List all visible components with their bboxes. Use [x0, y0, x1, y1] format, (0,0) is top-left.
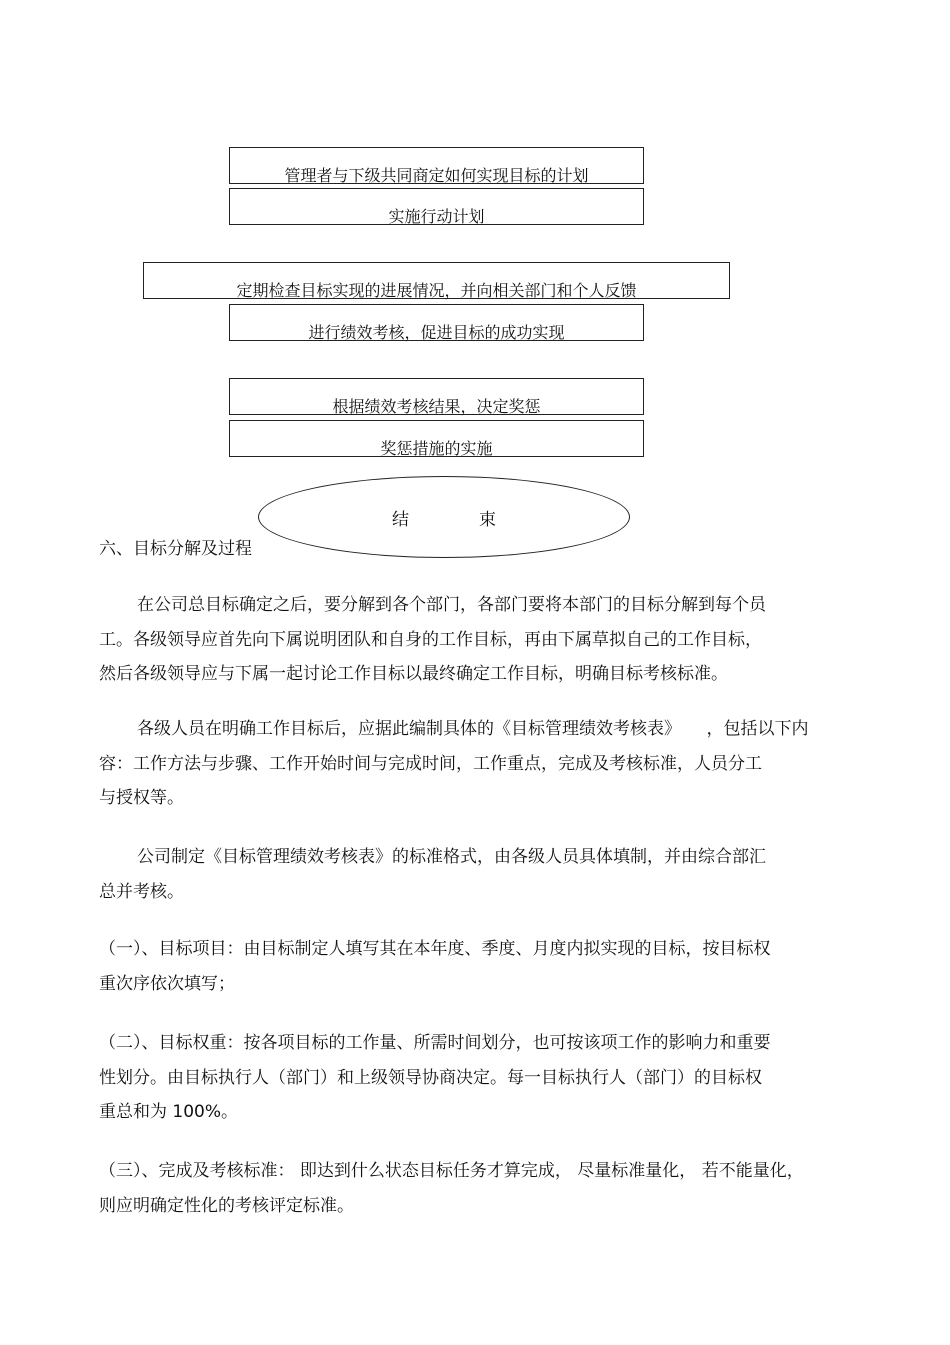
flow-box-text: 定期检查目标实现的进展情况，并向相关部门和个人反馈 [236, 281, 637, 300]
paragraph-line: 各级人员在明确工作目标后，应据此编制具体的《目标管理绩效考核表》 ，包括以下内 [137, 719, 809, 739]
paragraph-line: 与授权等。 [99, 788, 184, 808]
flow-box-performance-review [229, 304, 644, 341]
paragraph-6 [99, 1154, 804, 1223]
flow-box-text: 根据绩效考核结果，决定奖惩 [332, 397, 541, 416]
flow-box-text: 进行绩效考核，促进目标的成功实现 [308, 323, 565, 342]
section-heading: 六、目标分解及过程 [99, 539, 252, 559]
flow-box-execute-reward [229, 420, 644, 457]
paragraph-line: （二）、目标权重：按各项目标的工作量、所需时间划分，也可按该项工作的影响力和重要 [99, 1033, 771, 1053]
flow-box-check-progress [143, 262, 730, 299]
paragraph-line: 公司制定《目标管理绩效考核表》的标准格式，由各级人员具体填制，并由综合部汇 [137, 847, 766, 867]
flow-box-text: 管理者与下级共同商定如何实现目标的计划 [284, 166, 589, 185]
paragraph-line: 重总和为 100%。 [99, 1102, 239, 1122]
paragraph-4 [99, 932, 771, 1001]
paragraph-5 [99, 1026, 771, 1130]
flow-box-text: 实施行动计划 [388, 207, 485, 226]
flow-box-decide-reward [229, 378, 644, 415]
paragraph-line: （一）、目标项目：由目标制定人填写其在本年度、季度、月度内拟实现的目标，按目标权 [99, 939, 771, 959]
paragraph-3 [99, 840, 766, 909]
paragraph-line: 然后各级领导应与下属一起讨论工作目标以最终确定工作目标，明确目标考核标准。 [99, 664, 728, 684]
flow-box-text: 奖惩措施的实施 [380, 439, 493, 458]
paragraph-line: 重次序依次填写； [99, 973, 235, 994]
paragraph-line: 总并考核。 [99, 881, 184, 902]
end-char-1: 结 [392, 509, 409, 530]
paragraph-line: 则应明确定性化的考核评定标准。 [99, 1195, 354, 1216]
paragraph-line: 性划分。由目标执行人（部门）和上级领导协商决定。每一目标执行人（部门）的目标权 [99, 1067, 762, 1088]
flow-box-implement [229, 188, 644, 225]
paragraph-line: 在公司总目标确定之后，要分解到各个部门，各部门要将本部门的目标分解到每个员 [137, 595, 766, 615]
paragraph-line: 工。各级领导应首先向下属说明团队和自身的工作目标，再由下属草拟自己的工作目标， [99, 629, 762, 650]
paragraph-2 [99, 712, 809, 816]
flow-end-oval [258, 476, 630, 558]
paragraph-line: （三）、完成及考核标准： 即达到什么状态目标任务才算完成， 尽量标准量化， 若不能量化， [99, 1161, 804, 1181]
paragraph-1 [99, 588, 766, 692]
paragraph-line: 容：工作方法与步骤、工作开始时间与完成时间，工作重点，完成及考核标准，人员分工 [99, 753, 762, 774]
flow-box-plan [229, 147, 644, 184]
end-char-2: 束 [479, 509, 496, 530]
